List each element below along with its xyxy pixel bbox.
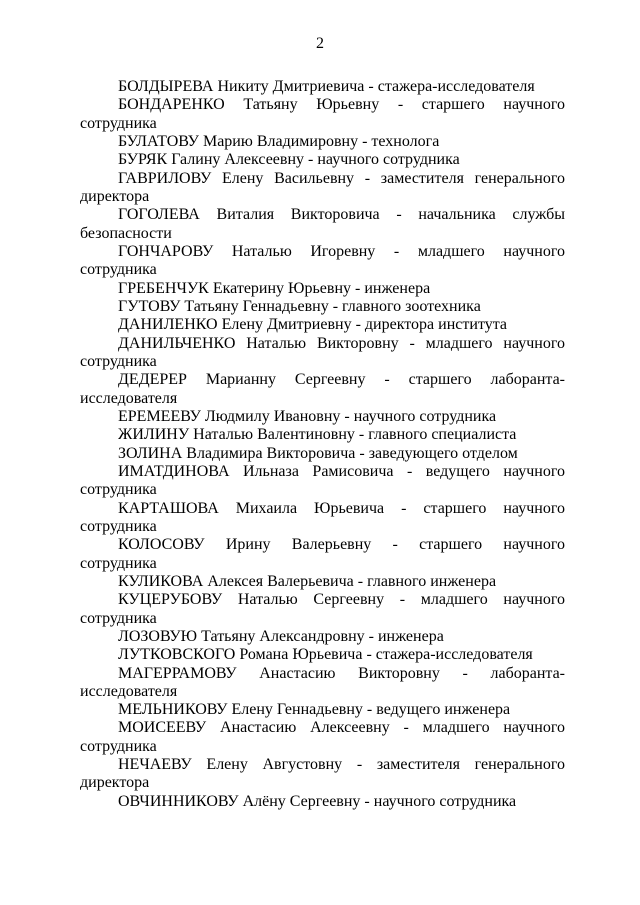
appointee-entry [80, 793, 565, 811]
appointee-entry [80, 445, 565, 463]
appointee-line-continuation: сотрудника [80, 517, 157, 535]
appointee-line: МЕЛЬНИКОВУ Елену Геннадьевну - ведущего инженера [118, 701, 511, 719]
appointee-entry [80, 243, 565, 280]
appointee-line: ЖИЛИНУ Наталью Валентиновну - главного специалиста [118, 426, 517, 444]
appointee-entry [80, 500, 565, 537]
appointee-line: БОЛДЫРЕВА Никиту Дмитриевича - стажера-исследователя [118, 78, 535, 95]
appointee-line: КОЛОСОВУ Ирину Валерьевну - старшего научного [118, 536, 565, 554]
appointee-line: БУЛАТОВУ Марию Владимировну - технолога [118, 132, 440, 150]
appointee-entry [80, 96, 565, 133]
appointee-line: ДАНИЛЕНКО Елену Дмитриевну - директора института [118, 316, 508, 334]
appointee-line: ИМАТДИНОВА Ильназа Рамисовича - ведущего научного [118, 462, 565, 480]
appointee-line: ДАНИЛЬЧЕНКО Наталью Викторовну - младшего научного [118, 334, 565, 352]
appointee-entry [80, 426, 565, 444]
appointee-line: МОИСЕЕВУ Анастасию Алексеевну - младшего научного [118, 719, 565, 737]
appointee-line-continuation: сотрудника [80, 737, 157, 755]
appointee-line-continuation: сотрудника [80, 554, 157, 572]
appointee-line: КАРТАШОВА Михаила Юрьевича - старшего научного [118, 499, 565, 517]
appointee-entry [80, 646, 565, 664]
appointee-line-continuation: директора [80, 187, 150, 205]
appointee-entry [80, 371, 565, 408]
appointee-entry [80, 78, 565, 96]
appointee-entry [80, 133, 565, 151]
appointee-line: ГОНЧАРОВУ Наталью Игоревну - младшего научного [118, 242, 565, 260]
appointee-line: ГАВРИЛОВУ Елену Васильевну - заместителя генерального [118, 169, 565, 187]
appointee-line: ЛУТКОВСКОГО Романа Юрьевича - стажера-исследователя [118, 646, 533, 664]
appointee-line: ДЕДЕРЕР Марианну Сергеевну - старшего лаборанта- [118, 371, 565, 389]
appointee-entry [80, 756, 565, 793]
appointee-entry [80, 170, 565, 207]
page-number: 2 [316, 35, 324, 52]
appointee-line-continuation: исследователя [80, 389, 178, 407]
appointee-line-continuation: сотрудника [80, 114, 157, 132]
appointee-entry [80, 316, 565, 334]
appointee-entry [80, 591, 565, 628]
appointee-line: ЗОЛИНА Владимира Викторовича - заведующего отделом [118, 444, 518, 462]
appointee-entry [80, 536, 565, 573]
appointee-line: ГРЕБЕНЧУК Екатерину Юрьевну - инженера [118, 279, 431, 297]
appointee-entry [80, 151, 565, 169]
appointee-entry [80, 408, 565, 426]
appointee-entry [80, 719, 565, 756]
appointee-line: ГОГОЛЕВА Виталия Викторовича - начальника службы [118, 206, 565, 224]
appointee-line-continuation: сотрудника [80, 481, 157, 499]
appointee-entry [80, 701, 565, 719]
appointee-line: КУЛИКОВА Алексея Валерьевича - главного инженера [118, 572, 497, 590]
appointee-entry [80, 463, 565, 500]
appointee-line: МАГЕРРАМОВУ Анастасию Викторовну - лаборанта- [118, 664, 565, 682]
appointee-line: ГУТОВУ Татьяну Геннадьевну - главного зоотехника [118, 297, 481, 315]
appointee-list [80, 78, 565, 811]
appointee-entry [80, 206, 565, 243]
appointee-line: БУРЯК Галину Алексеевну - научного сотрудника [118, 151, 460, 169]
appointee-line: КУЦЕРУБОВУ Наталью Сергеевну - младшего научного [118, 591, 565, 609]
appointee-line: ЛОЗОВУЮ Татьяну Александровну - инженера [118, 627, 444, 645]
appointee-line-continuation: сотрудника [80, 609, 157, 627]
appointee-line: ЕРЕМЕЕВУ Людмилу Ивановну - научного сотрудника [118, 407, 497, 425]
appointee-line-continuation: исследователя [80, 682, 178, 700]
appointee-entry [80, 628, 565, 646]
appointee-line-continuation: сотрудника [80, 352, 157, 370]
appointee-entry [80, 573, 565, 591]
appointee-line-continuation: сотрудника [80, 261, 157, 279]
appointee-line: БОНДАРЕНКО Татьяну Юрьевну - старшего научного [118, 96, 565, 114]
appointee-line: ОВЧИННИКОВУ Алёну Сергеевну - научного сотрудника [118, 792, 517, 810]
appointee-line: НЕЧАЕВУ Елену Августовну - заместителя генерального [118, 756, 565, 774]
appointee-entry [80, 665, 565, 702]
appointee-entry [80, 280, 565, 298]
appointee-line-continuation: безопасности [80, 224, 172, 242]
appointee-entry [80, 298, 565, 316]
appointee-entry [80, 335, 565, 372]
appointee-line-continuation: директора [80, 774, 150, 792]
